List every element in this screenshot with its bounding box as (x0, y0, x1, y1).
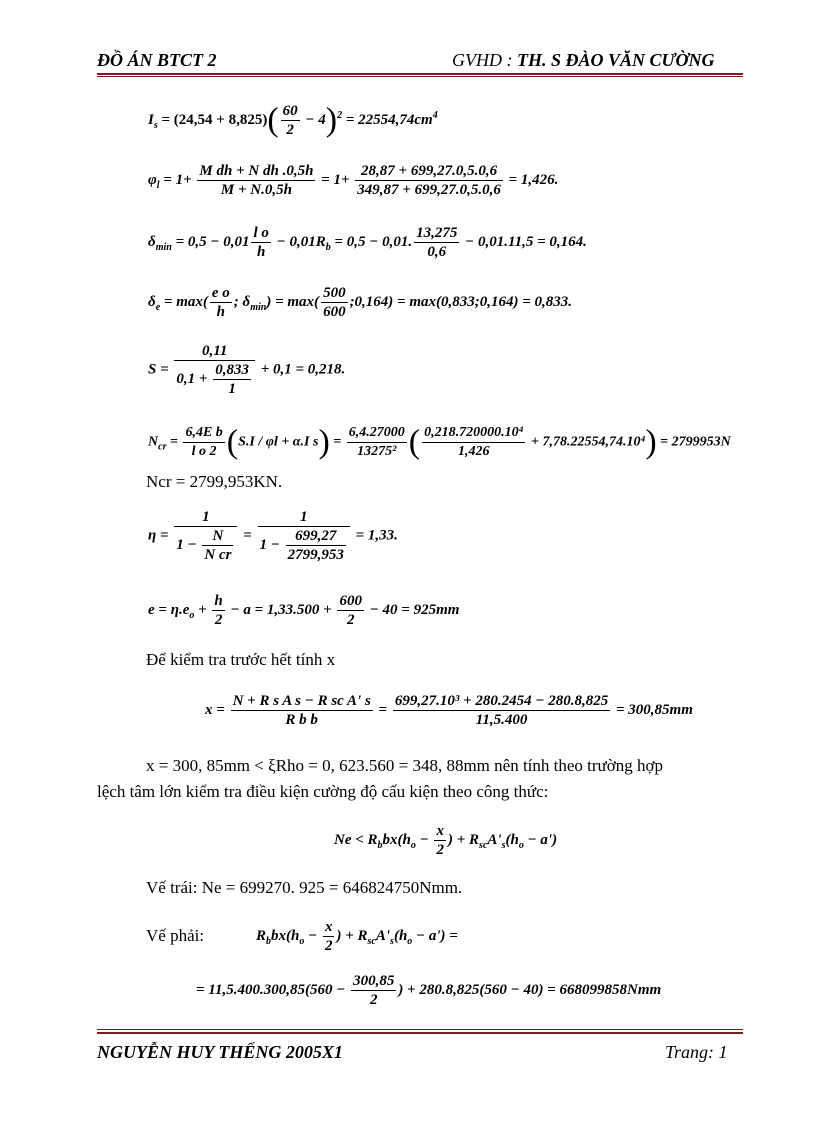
footer-author: NGUYỄN HUY THẾNG 2005X1 (97, 1042, 343, 1062)
footer-rule (97, 1029, 743, 1034)
equation-ncr: $N_{cr}$ = $\frac{\text{6,4E b}}{\text{l o 2}}$ (S.I / φl + α.I s) = $\frac{6,4.27000}{\text{13275²}}$ ( $\frac{\text{0,218.720000.10⁴}}{1,426}$ + 7,78.22554,74.10⁴) = 2799953N (148, 423, 731, 461)
header-rule (97, 73, 743, 77)
header-title: ĐỒ ÁN BTCT 2 (97, 50, 217, 70)
header-supervisor (452, 50, 714, 71)
equation-right-side: $R_bbx(h_o$ − $\frac{x}{2}$ ) + $R_{sc}A'_s(h_o - a')$ = (256, 919, 458, 954)
header-supervisor-name: TH. S ĐÀO VĂN CƯỜNG (517, 50, 715, 70)
equation-delta-min: $\delta_{min} = 0,5 - 0,01$ $\frac{\text{l o}}{h}$ − $0,01R_b = 0,5 - 0,01$. $\frac{13,275}{0,6}$ − 0,01.11,5 = 0,164. (148, 225, 587, 260)
equation-right-value: = 11,5.400.300,85(560 − $\frac{300,85}{2}$ ) + 280.8,825(560 − 40) = 668099858Nmm (196, 973, 662, 1008)
equation-s: S = 0,11 0,1 + $\frac{0,833}{1}$ + 0,1 = 0,218. (148, 343, 346, 397)
paragraph-line-1: x = 300, 85mm < ξRho = 0, 623.560 = 348, 88mm nên tính theo trường hợp (146, 756, 663, 775)
header-supervisor-label: GVHD : (452, 50, 517, 70)
equation-e: $e = \eta.e_o$ + $\frac{h}{2}$ − a = 1,33.500 + $\frac{600}{2}$ − 40 = 925mm (148, 593, 460, 628)
right-side-label: Vế phải: (146, 926, 205, 945)
equation-eta: η = 1 1 − $\frac{N}{\text{N cr}}$ = 1 1 − $\frac{699,27}{2799,953}$ = 1,33. (148, 509, 398, 563)
paragraph-line-2: lệch tâm lớn kiểm tra điều kiện cường độ cấu kiện theo công thức: (97, 782, 549, 801)
left-side-text: Vế trái: Ne = 699270. 925 = 646824750Nmm. (146, 878, 463, 897)
equation-is: $I_s = (24,54 + 8,825)$( $\frac{60}{2}$ − $4)^2 = 22554,74cm^4$ (148, 101, 438, 139)
equation-condition: $Ne < R_bbx(h_o$ − $\frac{x}{2}$ ) + $R_{sc}A'_s(h_o - a')$ (334, 823, 558, 858)
ncr-result: Ncr = 2799,953KN. (146, 472, 283, 491)
footer-page-number: Trang: 1 (665, 1042, 728, 1062)
equation-phi: $\varphi_l = 1+$ $\frac{\text{M dh + N dh .0,5h}}{M + N.0,5h}$ = 1+ $\frac{28,87 + 699,27.0,5.0,6}{349,87 + 699,27.0,5.0,6}$ = 1,426. (148, 163, 559, 198)
equation-x: x = $\frac{\text{N + R s A s − R sc A' s}}{\text{R b b}}$ = $\frac{\text{699,27.10³ + 280.2454 − 280.8,825}}{11,5.400}$ = 300,85mm (205, 693, 693, 728)
equation-delta-e: $\delta_e = \max$( $\frac{\text{e o}}{h}$ ; $\delta_{min}) = \max$( $\frac{500}{600}$ ;0,164) = max(0,833;0,164) = 0,833. (148, 285, 573, 320)
check-intro: Để kiểm tra trước hết tính x (146, 650, 336, 669)
